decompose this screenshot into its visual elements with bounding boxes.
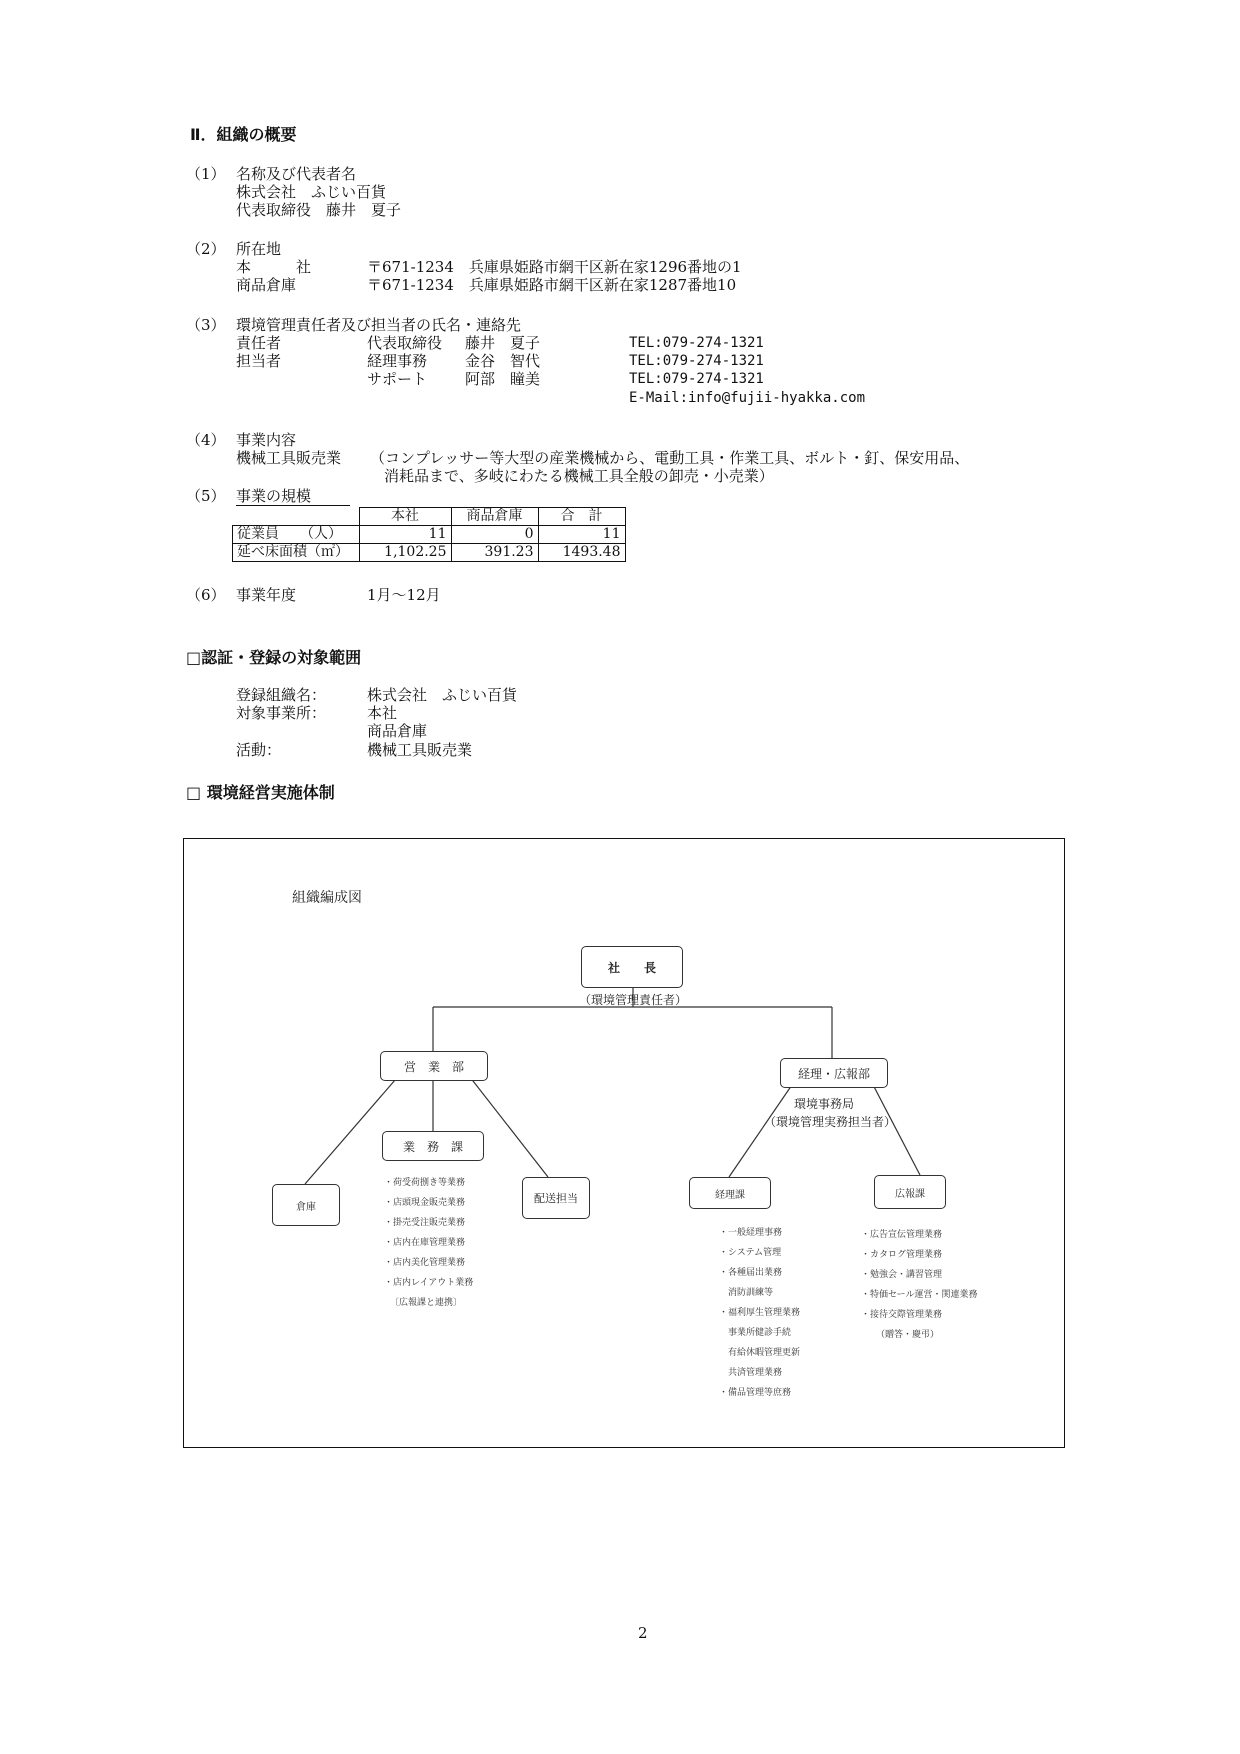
row-label: 従業員 （人）	[233, 526, 360, 544]
underline	[236, 505, 350, 506]
item-label: 事業の規模	[236, 487, 312, 505]
contact-tel: TEL:079-274-1321	[629, 335, 764, 351]
contact-name: 阿部 瞳美	[465, 370, 541, 388]
item-number: （1）	[186, 165, 226, 183]
table-cell: 11	[538, 526, 625, 544]
contact-tel: TEL:079-274-1321	[629, 371, 764, 387]
task-item: ・店内レイアウト業務	[384, 1278, 474, 1288]
item-number: （2）	[186, 240, 226, 258]
contact-name: 金谷 智代	[465, 352, 541, 370]
task-item: ・掛売受注販売業務	[384, 1218, 466, 1228]
item-number: （5）	[186, 487, 226, 505]
table-cell: 1,102.25	[359, 544, 451, 562]
scope-value: 本社	[367, 704, 398, 722]
location-label: 商品倉庫	[236, 276, 297, 294]
table-cell: 1493.48	[538, 544, 625, 562]
item-label: 環境管理責任者及び担当者の氏名・連絡先	[236, 316, 522, 334]
task-item: ・接待交際管理業務	[861, 1310, 943, 1320]
representative: 代表取締役 藤井 夏子	[236, 201, 402, 219]
task-item: ・勉強会・講習管理	[861, 1270, 943, 1280]
section-title: Ⅱ．組織の概要	[190, 125, 297, 144]
gyomu-section-box: 業 務 課	[382, 1131, 484, 1161]
sales-dept-box: 営 業 部	[380, 1051, 488, 1081]
warehouse-box: 倉庫	[272, 1184, 340, 1226]
page-number: 2	[638, 1624, 648, 1642]
scope-value: 商品倉庫	[367, 722, 428, 740]
scope-value: 機械工具販売業	[367, 741, 473, 759]
scope-label: 対象事業所：	[236, 704, 327, 722]
fiscal-year: 1月～12月	[367, 586, 441, 604]
location-label: 本 社	[236, 258, 312, 276]
task-note: 〔広報課と連携〕	[390, 1298, 463, 1308]
location-address: 〒671-1234 兵庫県姫路市網干区新在家1296番地の1	[367, 258, 742, 276]
table-cell: 11	[359, 526, 451, 544]
table-cell: 0	[451, 526, 538, 544]
admin-note: 環境事務局	[794, 1097, 855, 1111]
business-description: 消耗品まで、多岐にわたる機械工具全般の卸売・小売業）	[384, 467, 774, 485]
task-item: ・備品管理等庶務	[719, 1388, 792, 1398]
contact-name: 藤井 夏子	[465, 334, 541, 352]
scope-label: 登録組織名：	[236, 686, 327, 704]
contact-email: E-Mail:info@fujii-hyakka.com	[629, 390, 866, 406]
task-item: 共済管理業務	[719, 1368, 783, 1378]
task-item: ・店内美化管理業務	[384, 1258, 466, 1268]
item-label: 事業年度	[236, 586, 297, 604]
delivery-box: 配送担当	[522, 1177, 590, 1219]
task-item: 事業所健診手続	[719, 1328, 792, 1338]
task-item: ・カタログ管理業務	[861, 1250, 943, 1260]
table-row	[233, 526, 626, 544]
item-label: 所在地	[236, 240, 282, 258]
pr-section-box: 広報課	[874, 1175, 946, 1209]
admin-note: （環境管理実務担当者）	[764, 1115, 897, 1129]
scope-title: □認証・登録の対象範囲	[186, 648, 362, 667]
task-item: ・各種届出業務	[719, 1268, 783, 1278]
org-chart-lines	[184, 839, 1064, 1447]
task-item: ・荷受荷捌き等業務	[384, 1178, 466, 1188]
table-corner	[233, 508, 360, 526]
item-number: （6）	[186, 586, 226, 604]
table-header: 商品倉庫	[451, 508, 538, 526]
task-item: ・システム管理	[719, 1248, 782, 1258]
admin-dept-box: 経理・広報部	[780, 1058, 888, 1088]
contact-tel: TEL:079-274-1321	[629, 353, 764, 369]
table-header: 合 計	[538, 508, 625, 526]
task-item: ・店頭現金販売業務	[384, 1198, 466, 1208]
contact-title: 経理事務	[367, 352, 428, 370]
scale-table	[232, 507, 626, 562]
task-item: 有給休暇管理更新	[719, 1348, 801, 1358]
org-chart-title: 組織編成図	[292, 890, 362, 906]
president-note: （環境管理責任者）	[579, 993, 688, 1007]
item-number: （3）	[186, 316, 226, 334]
row-label: 延べ床面積（㎡）	[233, 544, 360, 562]
business-description: （コンプレッサー等大型の産業機械から、電動工具・作業工具、ボルト・釘、保安用品、	[370, 449, 970, 467]
item-label: 名称及び代表者名	[236, 165, 357, 183]
location-address: 〒671-1234 兵庫県姫路市網干区新在家1287番地10	[367, 276, 737, 294]
contact-role: 責任者	[236, 334, 282, 352]
business-type: 機械工具販売業	[236, 449, 342, 467]
contact-title: サポート	[367, 370, 428, 388]
task-item: 消防訓練等	[719, 1288, 774, 1298]
task-item: ・一般経理事務	[719, 1228, 783, 1238]
org-chart-frame	[183, 838, 1065, 1448]
contact-role: 担当者	[236, 352, 282, 370]
task-item: ・特価セール運営・関連業務	[861, 1290, 978, 1300]
scope-value: 株式会社 ふじい百貨	[367, 686, 518, 704]
company-name: 株式会社 ふじい百貨	[236, 183, 387, 201]
table-cell: 391.23	[451, 544, 538, 562]
president-box: 社 長	[581, 946, 683, 988]
table-row	[233, 544, 626, 562]
task-note: （贈答・慶弔）	[876, 1330, 940, 1340]
task-item: ・店内在庫管理業務	[384, 1238, 466, 1248]
contact-title: 代表取締役	[367, 334, 443, 352]
task-item: ・福利厚生管理業務	[719, 1308, 801, 1318]
table-header: 本社	[359, 508, 451, 526]
system-title: □ 環境経営実施体制	[186, 783, 335, 802]
table-header-row	[233, 508, 626, 526]
scope-label: 活動：	[236, 741, 282, 759]
item-label: 事業内容	[236, 431, 297, 449]
item-number: （4）	[186, 431, 226, 449]
task-item: ・広告宣伝管理業務	[861, 1230, 943, 1240]
accounting-section-box: 経理課	[689, 1177, 771, 1209]
